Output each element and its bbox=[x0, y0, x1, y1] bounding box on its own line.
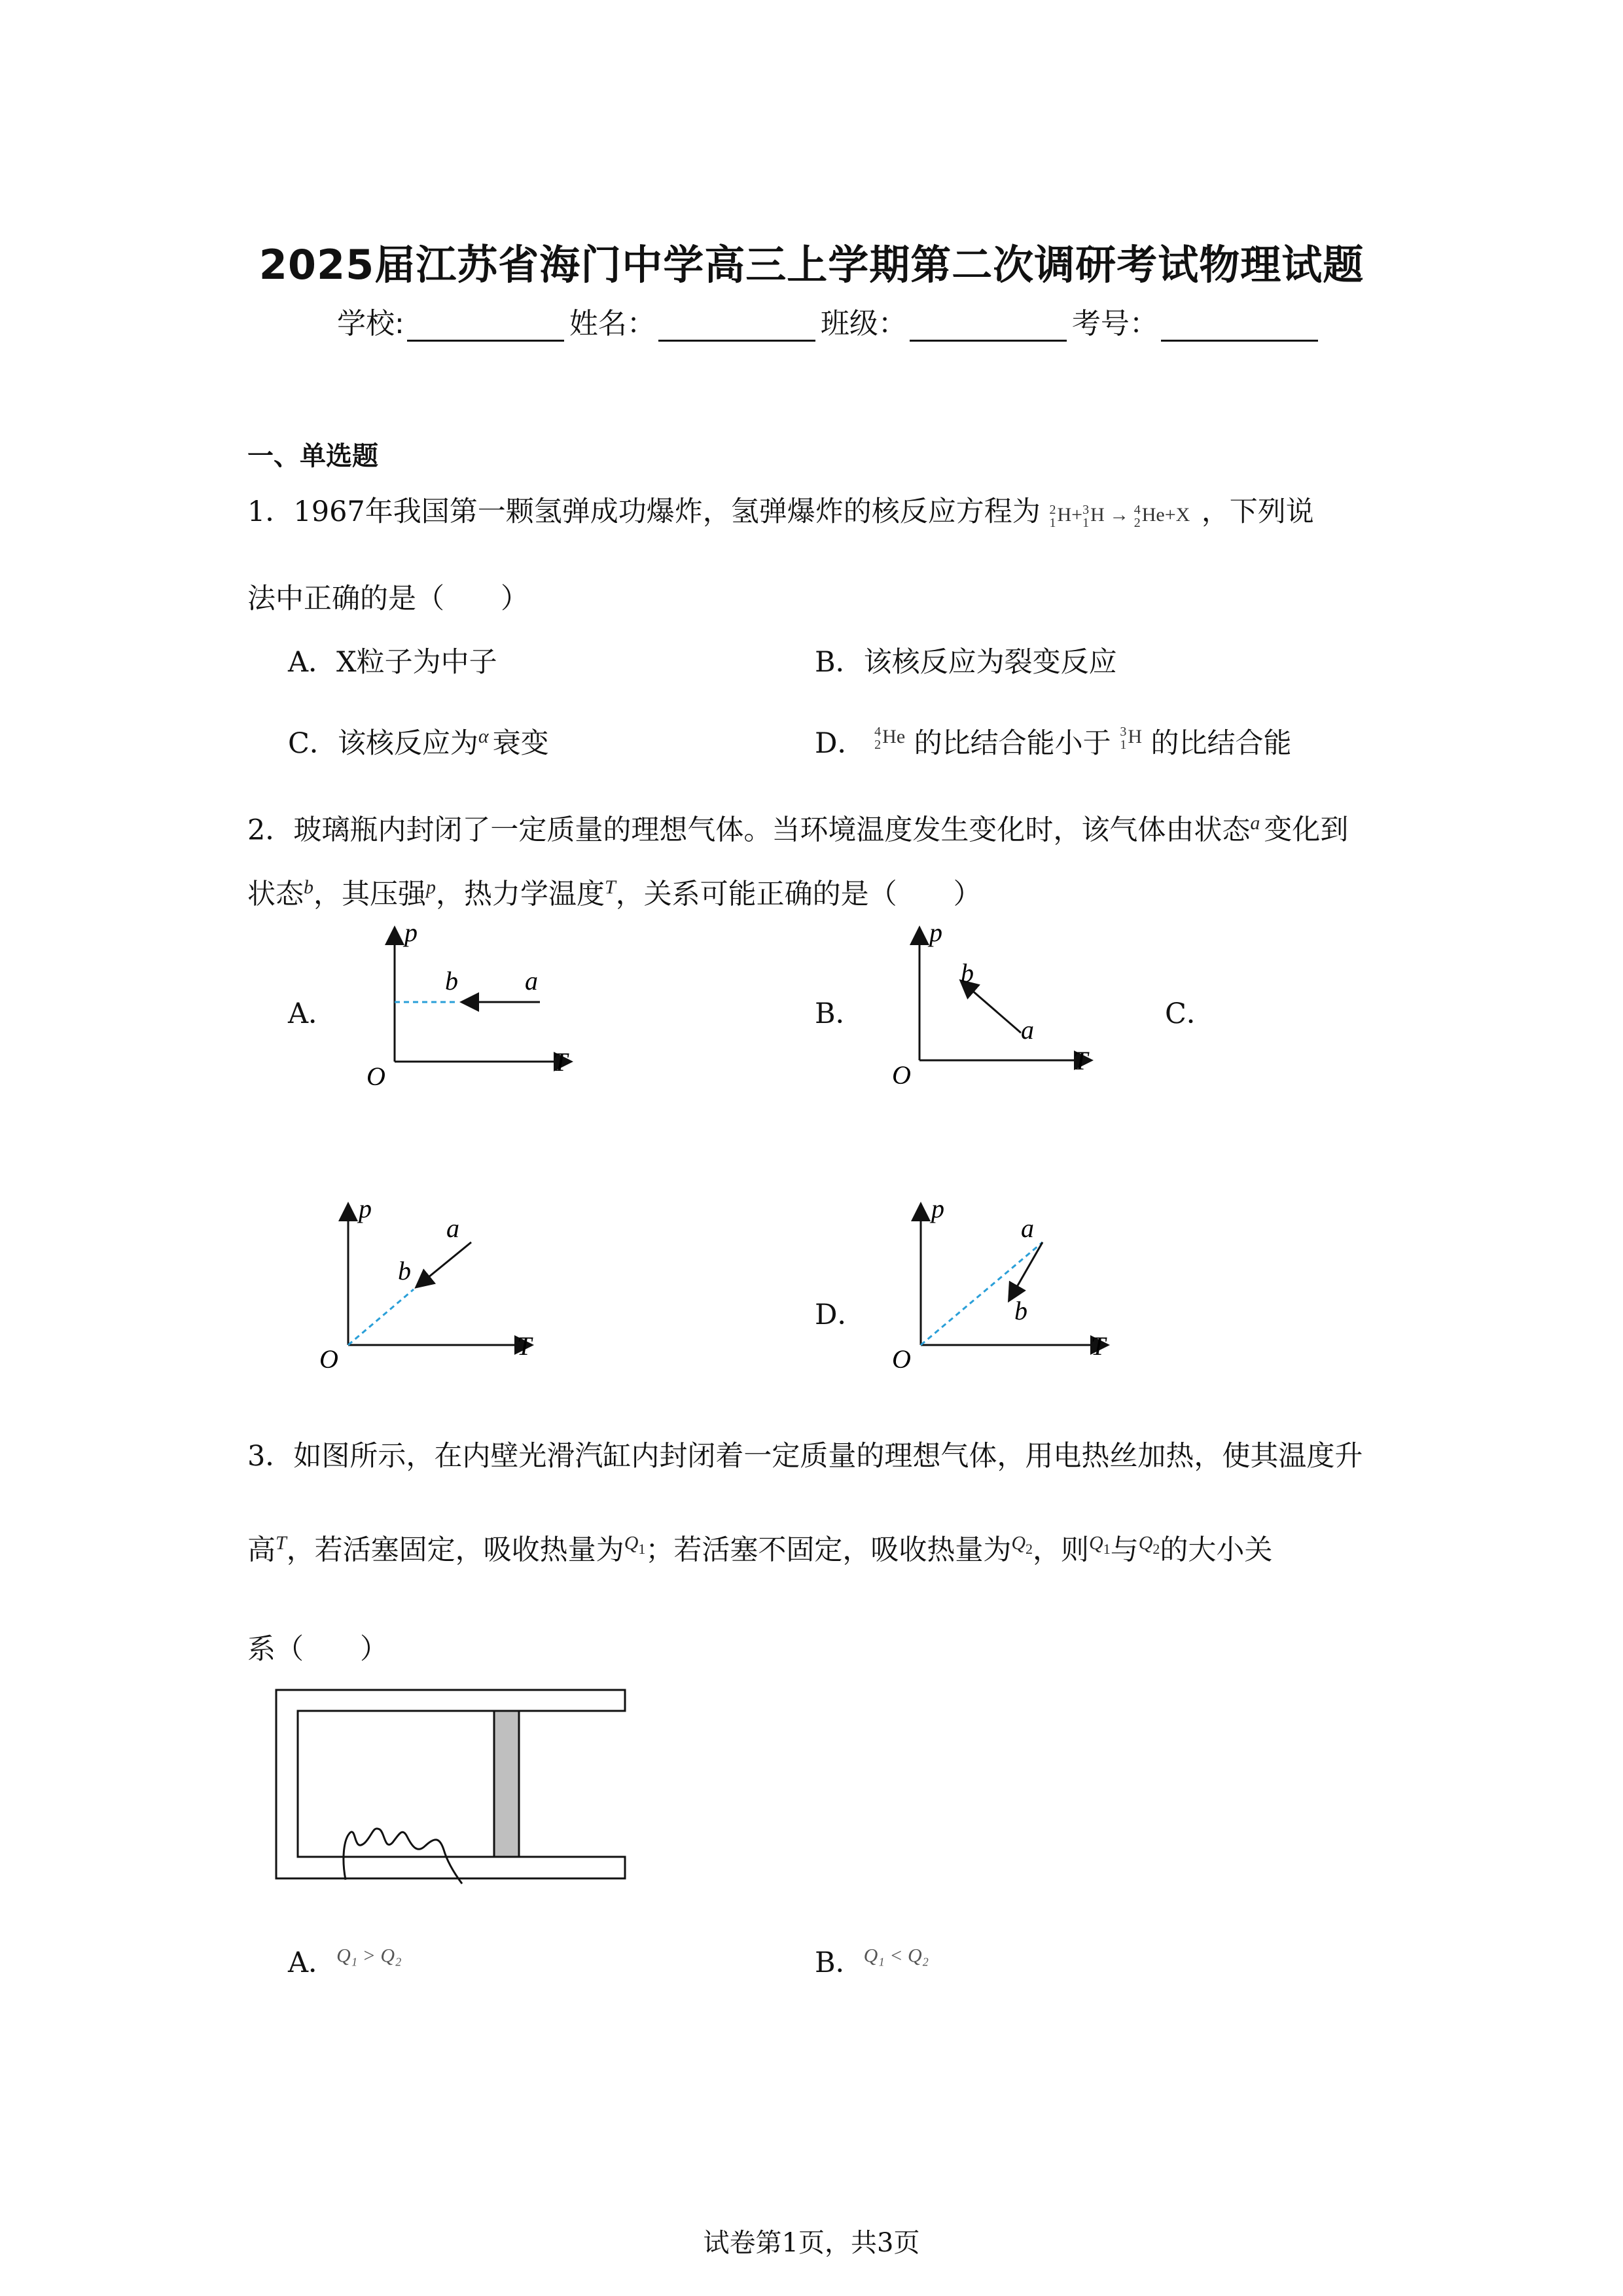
state-b-label: b bbox=[398, 1256, 411, 1285]
q2-sym-b: b bbox=[304, 876, 313, 898]
q2-text-a1: 2．玻璃瓶内封闭了一定质量的理想气体。当环境温度发生变化时，该气体由状态 bbox=[247, 814, 1251, 847]
q1-option-d-post: 的比结合能 bbox=[1150, 727, 1292, 760]
t-label: T bbox=[553, 1047, 568, 1077]
q3-text-b3: ；若活塞不固定，吸收热量为 bbox=[645, 1534, 1012, 1567]
q3-text-b2: ，若活塞固定，吸收热量为 bbox=[286, 1534, 624, 1567]
d-h-symbol: H bbox=[1128, 725, 1142, 747]
t-label: T bbox=[1091, 1331, 1106, 1361]
class-blank bbox=[910, 314, 1067, 342]
dashed-line bbox=[348, 1289, 414, 1345]
h2-charge: 1 bbox=[1049, 516, 1056, 531]
q2-text-b1: 状态 bbox=[247, 878, 304, 911]
process-arrow bbox=[962, 982, 1021, 1033]
q1-equation bbox=[1049, 503, 1194, 531]
he-symbol: He bbox=[1141, 504, 1165, 526]
q1-line1 bbox=[247, 492, 1314, 535]
h3-charge: 1 bbox=[1082, 516, 1090, 531]
q3-sym-T: T bbox=[276, 1532, 287, 1554]
state-b-label: b bbox=[961, 958, 974, 988]
q3-q2-b: Q2 bbox=[1138, 1532, 1160, 1557]
q1-option-c[interactable] bbox=[288, 721, 549, 761]
q3-text-b5: 与 bbox=[1110, 1534, 1139, 1567]
q3-q2-a: Q2 bbox=[1011, 1532, 1033, 1557]
q3-line2 bbox=[247, 1524, 1272, 1570]
school-blank bbox=[407, 314, 564, 342]
dashed-line bbox=[921, 1242, 1043, 1345]
q1-option-c-post: 衰变 bbox=[492, 727, 549, 760]
q1-option-d[interactable] bbox=[815, 721, 1291, 761]
piston bbox=[494, 1711, 519, 1857]
q1-text-b: ，下列说 bbox=[1201, 495, 1314, 528]
q3-text-b6: 的大小关 bbox=[1160, 1534, 1273, 1567]
q2-option-d-label[interactable]: D． bbox=[815, 1299, 866, 1331]
q3-option-b[interactable] bbox=[815, 1941, 929, 1981]
q3-option-a-expr: Q₁ > Q₂ bbox=[336, 1945, 402, 1967]
state-a-label: a bbox=[525, 966, 538, 996]
d-he-mass: 4 bbox=[874, 724, 882, 739]
q2-text-a2: 变化到 bbox=[1264, 814, 1349, 847]
q1-text-c: 法中正确的是（ ） bbox=[247, 583, 529, 615]
q2-option-a-label[interactable]: A． bbox=[288, 997, 337, 1030]
q2-text-b2: ，其压强 bbox=[313, 878, 426, 911]
q1-option-d-pre: D． bbox=[815, 727, 866, 760]
origin-label: O bbox=[892, 1060, 911, 1090]
q2-option-b-label[interactable]: B． bbox=[815, 997, 864, 1030]
d-h-mass: 3 bbox=[1120, 724, 1127, 739]
cylinder-diagram bbox=[268, 1682, 635, 1892]
number-blank bbox=[1161, 314, 1318, 342]
q1-option-a[interactable]: A．X粒子为中子 bbox=[288, 646, 497, 679]
state-b-label: b bbox=[1014, 1296, 1027, 1325]
q3-q1-b: Q1 bbox=[1089, 1532, 1111, 1557]
q3-line1: 3．如图所示，在内壁光滑汽缸内封闭着一定质量的理想气体，用电热丝加热，使其温度升 bbox=[247, 1440, 1363, 1473]
graph-b[interactable] bbox=[880, 916, 1116, 1100]
q2-line1 bbox=[247, 804, 1348, 850]
q3-text-b1: 高 bbox=[247, 1534, 276, 1567]
d-he-charge: 2 bbox=[874, 737, 882, 752]
h3-symbol: H bbox=[1090, 504, 1105, 526]
eq-arrow: → bbox=[1109, 504, 1130, 526]
name-label: 姓名： bbox=[569, 307, 656, 340]
state-a-label: a bbox=[446, 1213, 459, 1243]
q1-option-c-pre: C．该核反应为 bbox=[288, 727, 478, 760]
origin-label: O bbox=[892, 1344, 911, 1374]
student-info-line bbox=[337, 300, 1323, 342]
graph-d[interactable] bbox=[880, 1191, 1142, 1388]
q2-line2 bbox=[247, 868, 982, 914]
alpha-symbol: α bbox=[478, 725, 489, 747]
he-charge: 2 bbox=[1133, 516, 1141, 531]
d-he-symbol: He bbox=[882, 725, 906, 747]
t-label: T bbox=[1073, 1046, 1088, 1075]
h2-mass: 2 bbox=[1049, 503, 1056, 518]
q2-sym-a: a bbox=[1250, 812, 1260, 834]
q3-option-a-label: A． bbox=[288, 1946, 337, 1979]
cylinder-wall bbox=[276, 1690, 625, 1878]
state-b-label: b bbox=[445, 966, 458, 996]
page-title: 2025届江苏省海门中学高三上学期第二次调研考试物理试题 bbox=[259, 241, 1364, 289]
h2-symbol: H bbox=[1057, 504, 1072, 526]
q1-option-b[interactable]: B．该核反应为裂变反应 bbox=[815, 646, 1117, 679]
p-label: p bbox=[404, 918, 418, 947]
p-label: p bbox=[359, 1194, 372, 1223]
q3-option-b-expr: Q₁ < Q₂ bbox=[863, 1945, 929, 1967]
school-label: 学校: bbox=[337, 307, 404, 340]
p-label: p bbox=[929, 918, 942, 947]
process-arrow bbox=[418, 1242, 471, 1286]
process-arrow bbox=[1010, 1242, 1043, 1299]
q2-sym-T: T bbox=[605, 876, 616, 898]
q2-text-b4: ，关系可能正确的是（ ） bbox=[615, 878, 982, 911]
origin-label: O bbox=[366, 1062, 385, 1091]
eq-product-x: +X bbox=[1164, 504, 1190, 526]
state-a-label: a bbox=[1021, 1015, 1034, 1045]
q2-option-c-label[interactable]: C． bbox=[1165, 997, 1215, 1030]
q3-line3: 系（ ） bbox=[247, 1633, 388, 1666]
q1-text-a: 1．1967年我国第一颗氢弹成功爆炸，氢弹爆炸的核反应方程为 bbox=[247, 495, 1041, 528]
graph-a[interactable] bbox=[353, 916, 589, 1100]
eq-plus: + bbox=[1071, 504, 1083, 526]
q2-sym-p: p bbox=[426, 876, 436, 898]
number-label: 考号： bbox=[1071, 307, 1158, 340]
origin-label: O bbox=[319, 1344, 338, 1374]
h3-mass: 3 bbox=[1082, 503, 1090, 518]
q3-option-a[interactable] bbox=[288, 1941, 402, 1981]
t-label: T bbox=[517, 1331, 532, 1361]
d-h-charge: 1 bbox=[1120, 737, 1127, 752]
page-footer: 试卷第1页，共3页 bbox=[703, 2228, 920, 2258]
class-label: 班级： bbox=[820, 307, 907, 340]
q3-option-b-label: B． bbox=[815, 1946, 864, 1979]
q3-q1-a: Q1 bbox=[624, 1532, 646, 1557]
state-a-label: a bbox=[1021, 1213, 1034, 1243]
q2-text-b3: ，热力学温度 bbox=[436, 878, 605, 911]
p-label: p bbox=[931, 1194, 944, 1223]
he-mass: 4 bbox=[1133, 503, 1141, 518]
name-blank bbox=[658, 314, 815, 342]
graph-c[interactable] bbox=[308, 1191, 569, 1388]
q1-option-d-mid: 的比结合能小于 bbox=[914, 727, 1111, 760]
q3-text-b4: ，则 bbox=[1033, 1534, 1090, 1567]
section-heading: 一、单选题 bbox=[247, 441, 378, 471]
